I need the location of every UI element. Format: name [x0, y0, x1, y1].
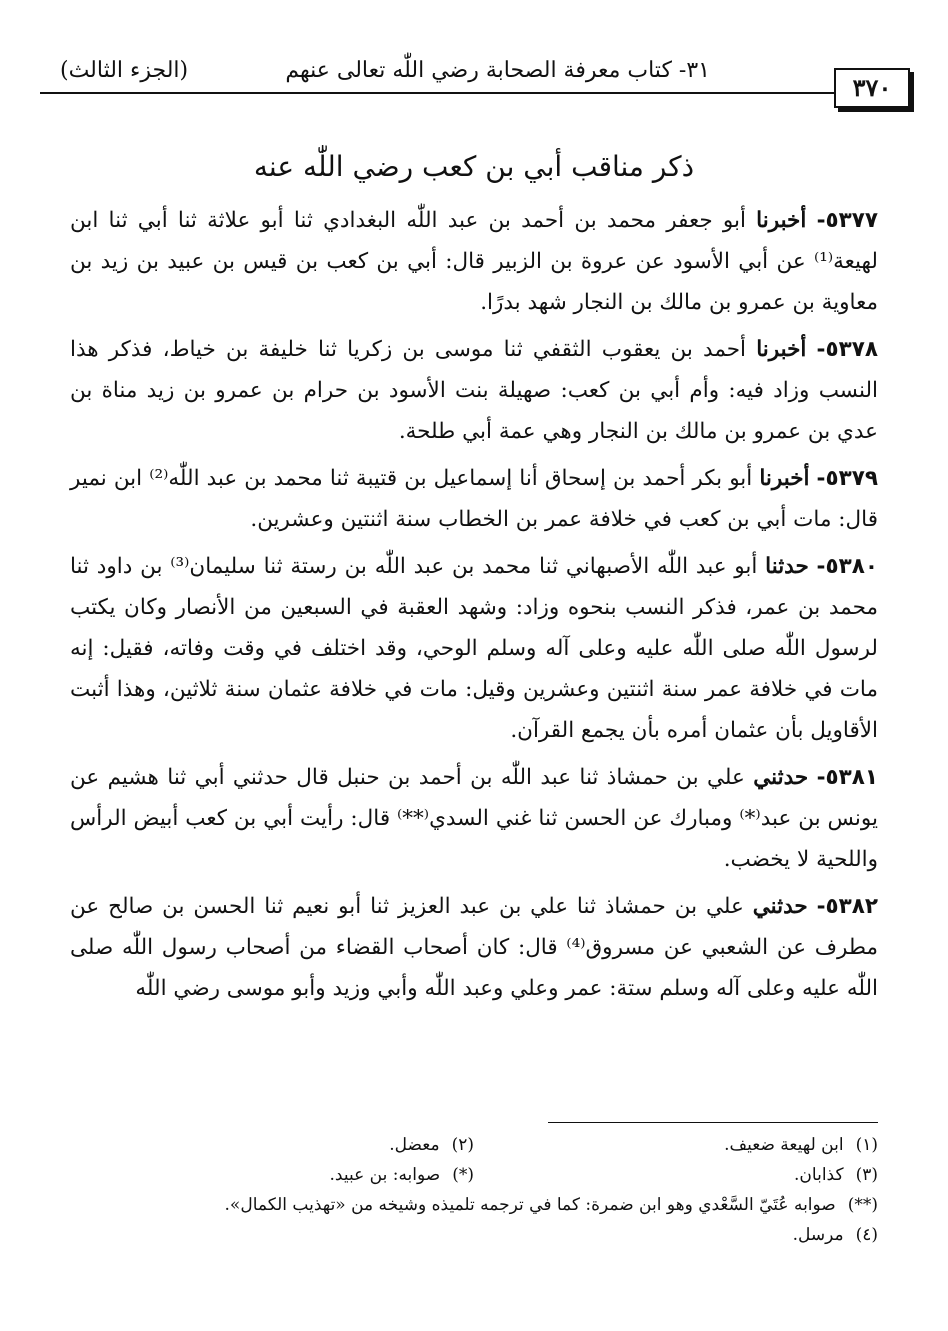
footnote-divider — [548, 1122, 878, 1123]
footnote-double-star: (**)صوابه عُتَيّ السَّعْدي وهو ابن ضمرة: كما في ترجمه تلميذه وشيخه من «تهذيب الكمال». — [224, 1195, 878, 1215]
transmission-keyword: أخبرنا — [756, 337, 807, 362]
hadith-number: ٥٣٨٢- — [816, 894, 879, 919]
hadith-text: أبو عبد اللّٰه الأصبهاني ثنا محمد بن عبد اللّٰه بن رستة ثنا سليمان⁽³⁾ بن داود ثنا محمد بن عمر، فذكر النسب بنحوه وزاد: وشهد العقبة في السبعين من الأنصار وكان يكتب لرسول اللّٰه صلى اللّٰه عليه وعلى آله وسلم الوحي، وقد اختلف في وقت وفاته، فقيل: إنه مات في خلافة عمر سنة اثنتين وعشرين وقيل: مات في خلافة عثمان سنة ثلاثين، وهذا أثبت الأقاويل بأن عثمان أمره بأن يجمع القرآن. — [70, 554, 878, 743]
section-title: ذكر مناقب أبي بن كعب رضي اللّٰه عنه — [253, 150, 695, 183]
transmission-keyword: أخبرنا — [759, 466, 810, 491]
hadith-number: ٥٣٧٧- — [816, 208, 878, 233]
transmission-keyword: حدثني — [752, 894, 808, 919]
hadith-text: علي بن حمشاذ ثنا علي بن عبد العزيز ثنا أبو نعيم ثنا الحسن بن صالح عن مطرف عن الشعبي عن مسروق⁽⁴⁾ قال: كان أصحاب القضاء من أصحاب رسول اللّٰه صلى اللّٰه عليه وعلى آله وسلم ستة: عمر وعلي وعبد اللّٰه وأبي وزيد وأبو موسى رضي اللّٰه — [70, 894, 878, 1001]
hadith-number: ٥٣٨١- — [816, 765, 878, 790]
footnote-3: (٣)كذابان. — [794, 1165, 878, 1185]
hadith-text: أبو بكر أحمد بن إسحاق أنا إسماعيل بن قتيبة ثنا محمد بن عبد اللّٰه⁽²⁾ ابن نمير قال: مات أبي بن كعب في خلافة عمر بن الخطاب سنة اثنتين وعشرين. — [70, 466, 878, 532]
hadith-5378 — [70, 329, 878, 452]
main-text — [70, 200, 878, 1015]
running-book-title: ٣١- كتاب معرفة الصحابة رضي اللّٰه تعالى عنهم — [285, 58, 710, 83]
footnote-row — [70, 1160, 878, 1190]
transmission-keyword: حدثنا — [765, 554, 809, 579]
transmission-keyword: أخبرنا — [756, 208, 807, 233]
footnote-1: (١)ابن لهيعة ضعيف. — [724, 1135, 878, 1155]
hadith-number: ٥٣٧٨- — [816, 337, 878, 362]
hadith-number: ٥٣٨٠- — [816, 554, 878, 579]
transmission-keyword: حدثني — [753, 765, 809, 790]
footnotes — [70, 1130, 878, 1250]
hadith-text: علي بن حمشاذ ثنا عبد اللّٰه بن أحمد بن حنبل قال حدثني أبي ثنا هشيم عن يونس بن عبد⁽*⁾ ومبارك عن الحسن ثنا غني السدي⁽**⁾ قال: رأيت أبي بن كعب أبيض الرأس واللحية لا يخضب. — [70, 765, 878, 872]
hadith-number: ٥٣٧٩- — [816, 466, 878, 491]
hadith-text: أحمد بن يعقوب الثقفي ثنا موسى بن زكريا ثنا خليفة بن خياط، فذكر هذا النسب وزاد فيه: وأم أبي بن كعب: صهيلة بنت الأسود بن حرام بن عمرو بن زيد مناة بن عدي بن عمرو بن مالك بن النجار وهي عمة أبي طلحة. — [70, 337, 878, 444]
header-divider — [40, 92, 836, 94]
hadith-5379 — [70, 458, 878, 540]
hadith-5382 — [70, 886, 878, 1009]
hadith-5377 — [70, 200, 878, 323]
footnote-2: (٢)معضل. — [389, 1135, 474, 1155]
hadith-5380 — [70, 546, 878, 751]
volume-label: (الجزء الثالث) — [60, 58, 189, 83]
hadith-5381 — [70, 757, 878, 880]
footnote-4: (٤)مرسل. — [792, 1225, 878, 1245]
hadith-text: أبو جعفر محمد بن أحمد بن عبد اللّٰه البغدادي ثنا أبو علاثة ثنا أبي ثنا ابن لهيعة⁽¹⁾ عن أبي الأسود عن عروة بن الزبير قال: أبي بن كعب بن قيس بن عبيد بن زيد بن معاوية بن عمرو بن مالك بن النجار شهد بدرًا. — [70, 208, 878, 315]
footnote-star: (*)صوابه: بن عبيد. — [329, 1165, 474, 1185]
page-number-box: ٣٧٠ — [834, 68, 910, 108]
footnote-row — [70, 1130, 878, 1160]
